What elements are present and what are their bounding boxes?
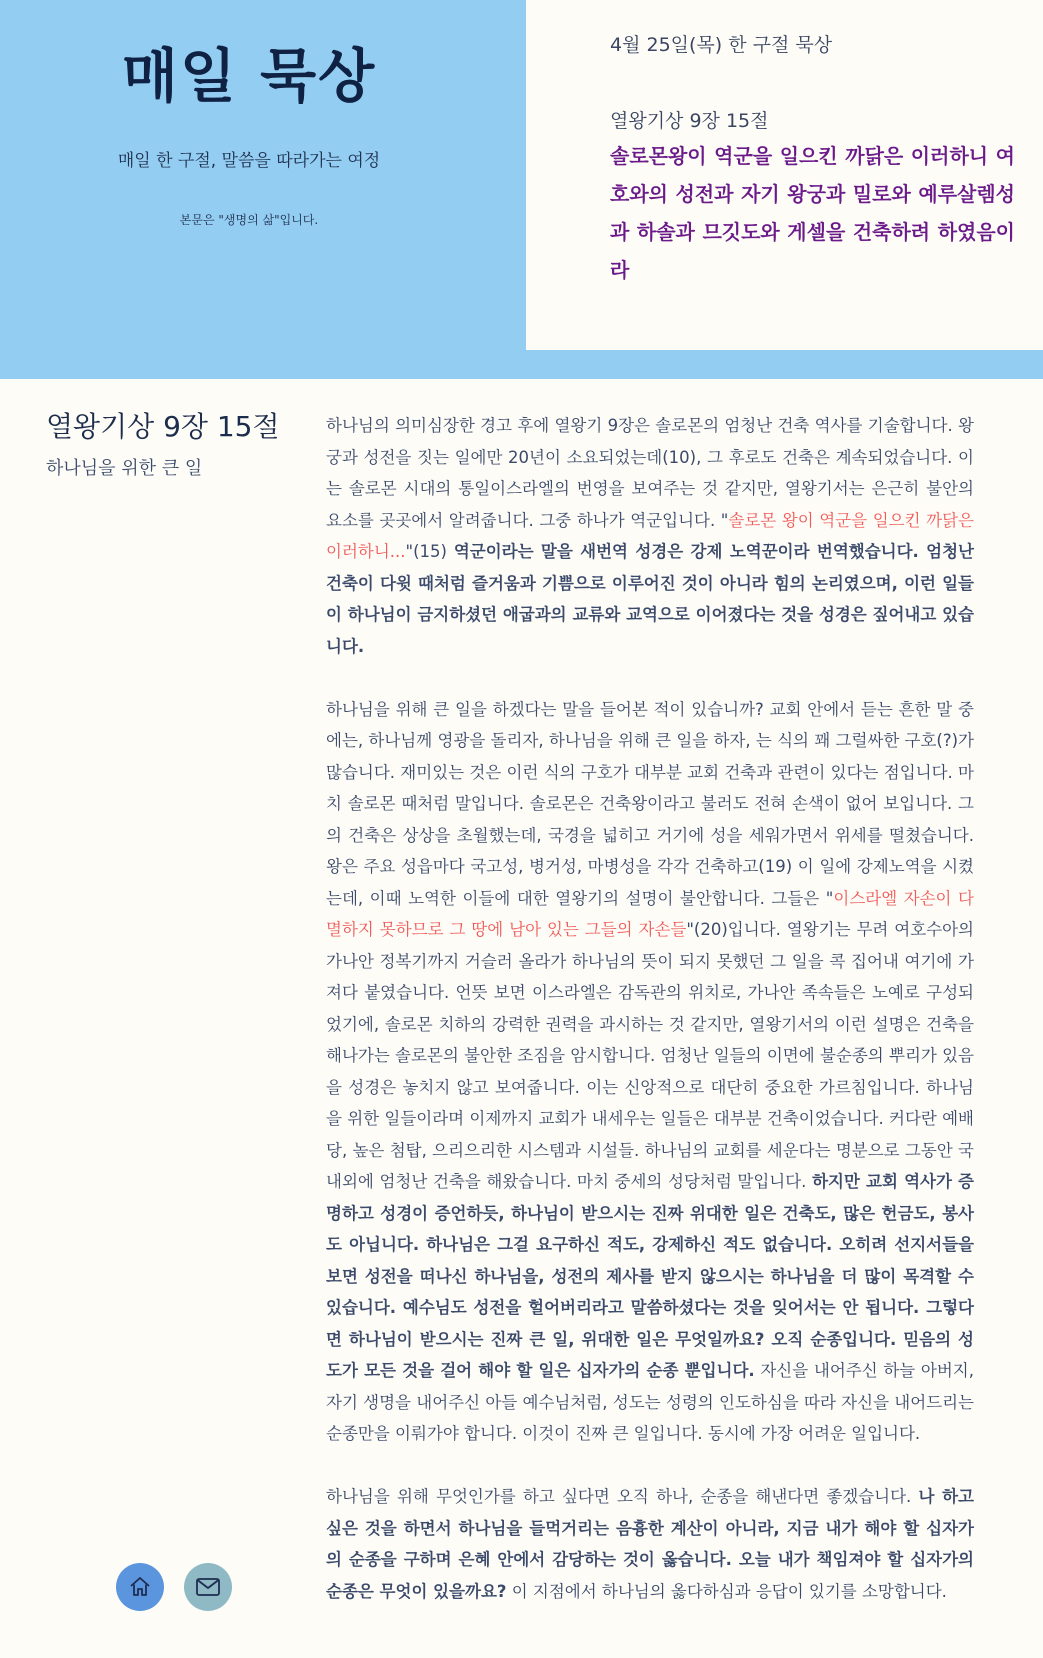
paragraph-text: "(15) [405,542,454,561]
emphasis-text: 하지만 교회 역사가 증명하고 성경이 증언하듯, 하나님이 받으시는 진짜 위대한 일은 건축도, 많은 헌금도, 봉사도 아닙니다. 하나님은 그걸 요구하신 적도, 강제하신 적도 없습니다. 오히려 선지서들을 보면 성전을 떠나신 하나님을, 성전의 제사를 받지 않으시는 하나님을 더 많이 목격할 수 있습니다. 예수님도 성전을 헐어버리라고 말씀하셨다는 것을 잊어서는 안 됩니다. 그렇다면 하나님이 받으시는 진짜 큰 일, 위대한 일은 무엇일까요? 오직 순종입니다. 믿음의 성도가 모든 것을 걸어 해야 할 일은 십자가의 순종 뿐입니다. [326,1172,974,1380]
paragraph-text: 이 지점에서 하나님의 옳다하심과 응답이 있기를 소망합니다. [506,1581,947,1601]
article-sidebar [46,408,296,480]
emphasis-text: 나 하고 싶은 것을 하면서 하나님을 들먹거리는 음흉한 계산이 아니라, 지금 내가 해야 할 십자가의 순종을 구하며 은혜 안에서 감당하는 것이 옳습니다. 오늘 내가 책임져야 할 십자가의 순종은 무엇이 있을까요? [326,1487,974,1601]
article-paragraph [326,410,974,662]
verse-text: 솔로몬왕이 역군을 일으킨 까닭은 이러하니 여호와의 성전과 자기 왕궁과 밀로와 예루살렘성과 하솔과 므깃도와 게셀을 건축하려 하였음이라 [610,144,1015,282]
verse-date: 4월 25일(목) 한 구절 묵상 [610,34,833,56]
hero-banner [0,0,1043,379]
home-button[interactable] [116,1563,164,1611]
article-paragraph [326,1481,974,1607]
paragraph-text: 하나님을 위해 큰 일을 하겠다는 말을 들어본 적이 있습니까? 교회 안에서 듣는 흔한 말 중에는, 하나님께 영광을 돌리자, 하나님을 위해 큰 일을 하자, 는 식의 꽤 그럴싸한 구호(?)가 많습니다. 재미있는 것은 이런 식의 구호가 대부분 교회 건축과 관련이 있다는 점입니다. 마치 솔로몬 때처럼 말입니다. 솔로몬은 건축왕이라고 불러도 전혀 손색이 없어 보입니다. 그의 건축은 상상을 초월했는데, 국경을 넓히고 거기에 성을 세워가면서 위세를 떨쳤습니다. 왕은 주요 성읍마다 국고성, 병거성, 마병성을 각각 건축하고(19) 이 일에 강제노역을 시켰는데, 이때 노역한 이들에 대한 열왕기의 설명이 불안합니다. 그들은 " [326,699,974,908]
mail-button[interactable] [184,1563,232,1611]
paragraph-text: "(20)입니다. 열왕기는 무려 여호수아의 가나안 정복기까지 거슬러 올라가 하나님의 뜻이 되지 못했던 그 일을 콕 집어내 여기에 가져다 붙였습니다. 언뜻 보면 이스라엘은 감독관의 위치로, 가나안 족속들은 노예로 구성되었기에, 솔로몬 치하의 강력한 권력을 과시하는 것 같지만, 열왕기서의 이런 설명은 건축을 해나가는 솔로몬의 불안한 조짐을 암시합니다. 엄청난 일들의 이면에 불순종의 뿌리가 있음을 성경은 놓치지 않고 보여줍니다. 이는 신앙적으로 대단히 중요한 가르침입니다. 하나님을 위한 일들이라며 이제까지 교회가 내세우는 일들은 대부분 건축이었습니다. 커다란 예배당, 높은 첨탑, 으리으리한 시스템과 시설들. 하나님의 교회를 세운다는 명분으로 그동안 국내외에 엄청난 건축을 해왔습니다. 마치 중세의 성당처럼 말입니다. [326,920,975,1191]
paragraph-text: 자신을 내어주신 하늘 아버지, 자기 생명을 내어주신 아들 예수님처럼, 성도는 성령의 인도하심을 따라 자신을 내어드리는 순종만을 이뤄가야 합니다. 이것이 진짜 큰 일입니다. 동시에 가장 어려운 일입니다. [326,1361,974,1443]
paragraph-text: 하나님을 위해 무엇인가를 하고 싶다면 오직 하나, 순종을 해낸다면 좋겠습니다. [326,1487,919,1506]
mail-icon [195,1577,221,1597]
brand-panel [0,0,498,330]
article-reference-title: 열왕기상 9장 15절 [46,410,280,443]
home-icon [128,1575,152,1599]
emphasis-text: 역군이라는 말을 새번역 성경은 강제 노역꾼이라 번역했습니다. 엄청난 건축이 다윗 때처럼 즐거움과 기쁨으로 이루어진 것이 아니라 힘의 논리였으며, 이런 일들이 하나님이 금지하셨던 애굽과의 교류와 교역으로 이어졌다는 것을 성경은 짚어내고 있습니다. [326,542,974,656]
scripture-quote: 이스라엘 자손이 다 멸하지 못하므로 그 땅에 남아 있는 그들의 자손들 [326,888,974,939]
site-tagline: 매일 한 구절, 말씀을 따라가는 여정 [117,151,381,171]
source-note: 본문은 "생명의 삶"입니다. [179,213,319,227]
scripture-quote: 솔로몬 왕이 역군을 일으킨 까닭은 이러하니... [326,510,974,561]
site-title[interactable]: 매일 묵상 [121,42,377,110]
paragraph-text: 하나님의 의미심장한 경고 후에 열왕기 9장은 솔로몬의 엄청난 건축 역사를 기술합니다. 왕궁과 성전을 짓는 일에만 20년이 소요되었는데(10), 그 후로도 건축은 계속되었습니다. 이는 솔로몬 시대의 통일이스라엘의 번영을 보여주는 것 같지만, 열왕기서는 은근히 불안의 요소를 곳곳에서 알려줍니다. 그중 하나가 역군입니다. " [326,416,974,530]
verse-card [526,0,1043,350]
article-body [326,410,974,1639]
article-subtitle: 하나님을 위한 큰 일 [46,458,203,479]
article-paragraph [326,694,974,1450]
verse-reference: 열왕기상 9장 15절 [610,110,769,132]
